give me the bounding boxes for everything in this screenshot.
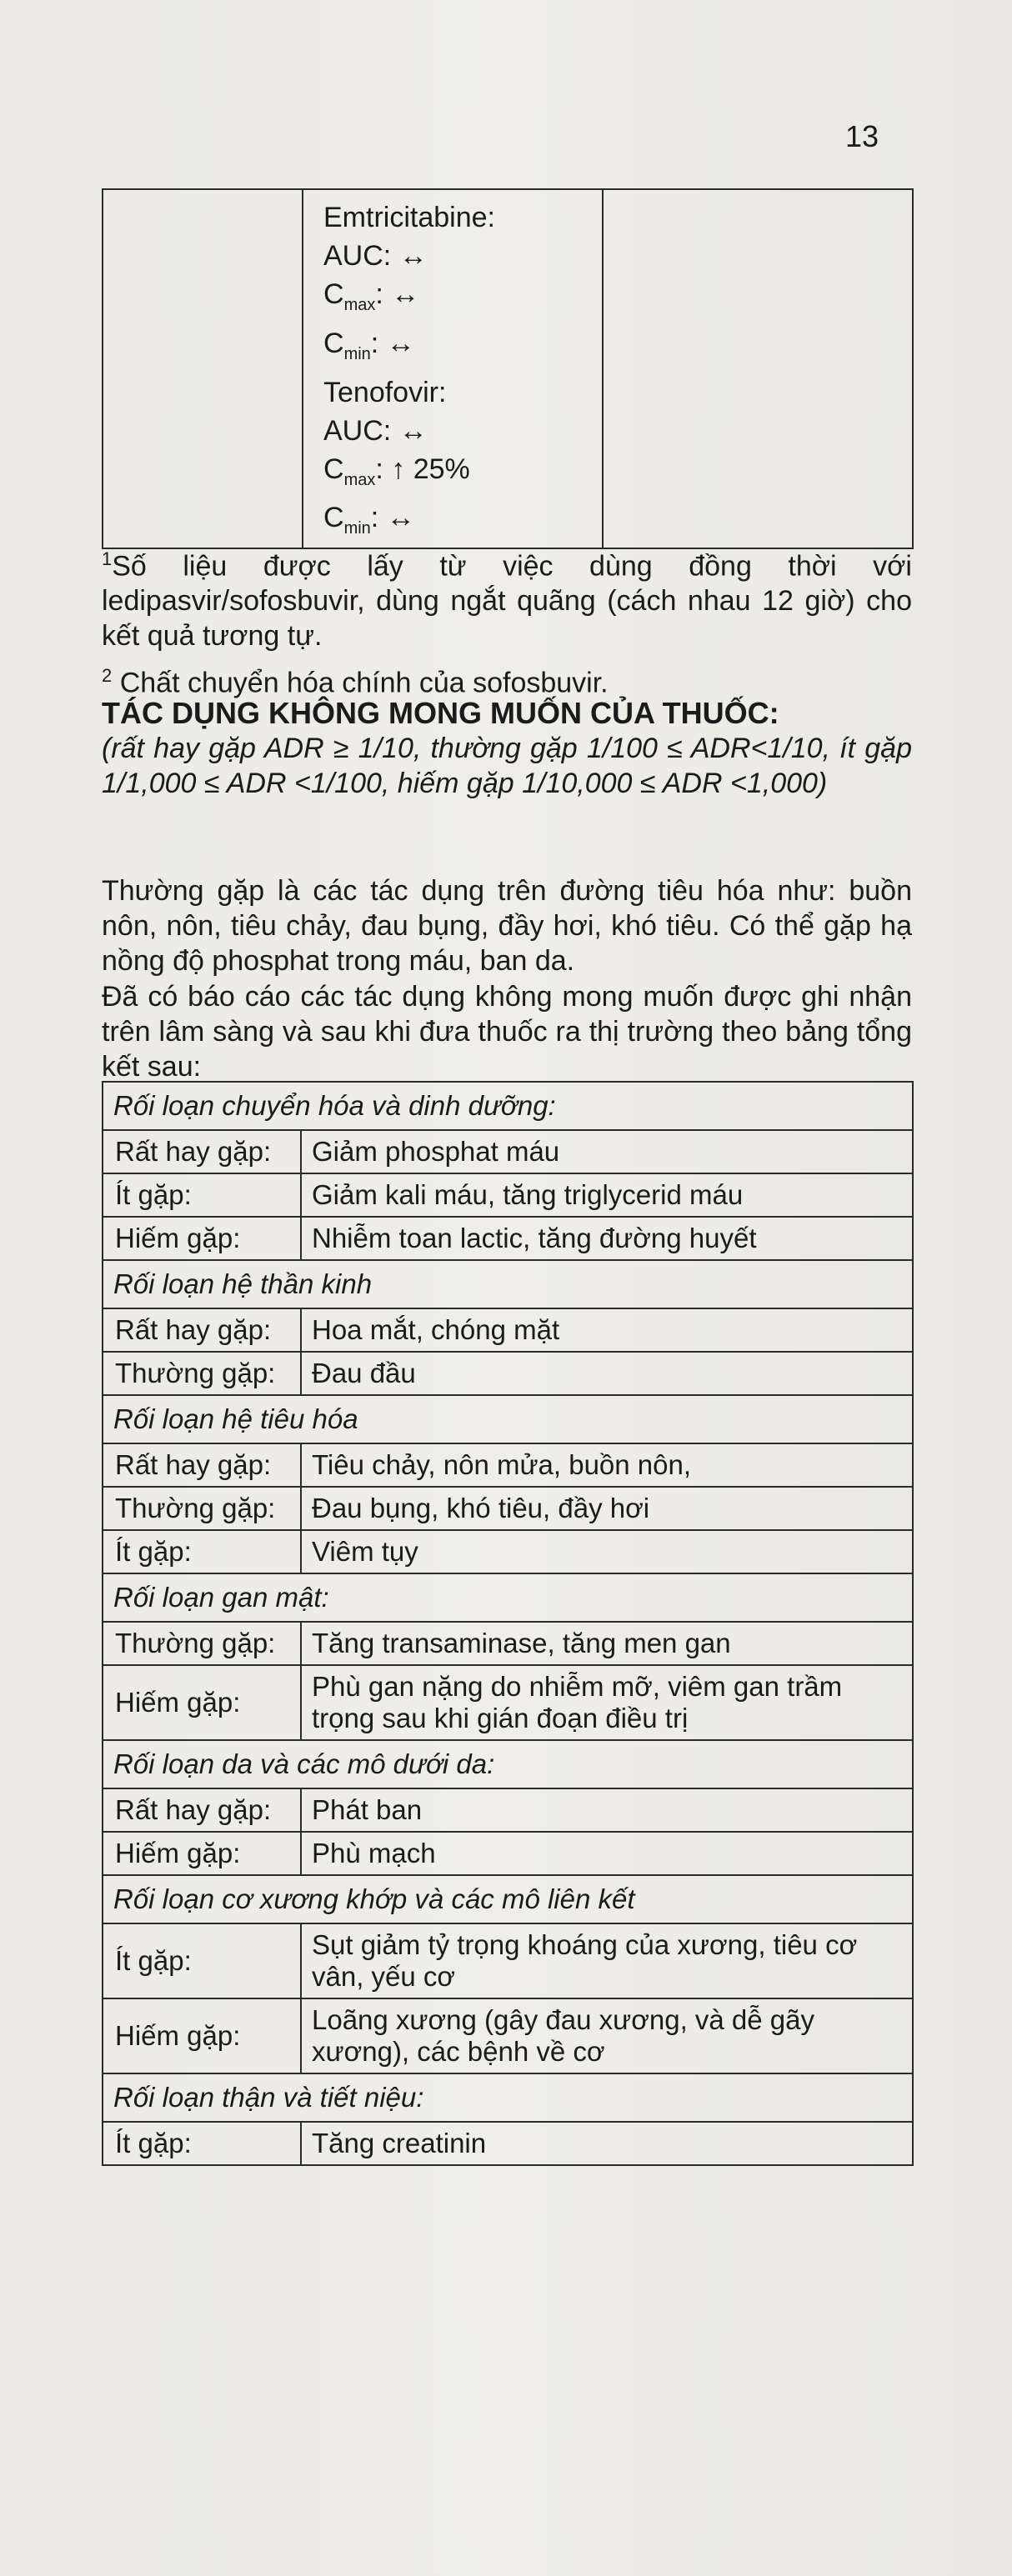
table-cell-empty [603,189,913,548]
table-row [103,1622,913,1665]
pk-base: C [323,453,344,485]
pk-base: C [323,327,344,359]
effect-cell: Phù mạch [301,1832,913,1875]
system-organ-class: Rối loạn thận và tiết niệu: [103,2073,913,2122]
frequency-cell: Ít gặp: [103,1530,301,1573]
pk-value: ↔ [398,414,428,447]
pk-sub: max [343,470,376,489]
table-row [103,1443,913,1487]
adverse-reactions-table [102,1081,914,2166]
frequency-cell: Ít gặp: [103,1923,301,1998]
pk-base: C [323,502,344,534]
frequency-cell: Hiếm gặp: [103,1665,301,1740]
pk-line [323,498,602,548]
pk-base: C [323,278,344,310]
frequency-cell: Thường gặp: [103,1352,301,1395]
effect-cell: Phát ban [301,1788,913,1832]
effect-cell: Đau đầu [301,1352,913,1395]
system-organ-class: Rối loạn gan mật: [103,1573,913,1622]
table-group-row [103,2073,913,2122]
pk-line [323,275,602,324]
effect-cell: Tiêu chảy, nôn mửa, buồn nôn, [301,1443,913,1487]
table-row [103,1832,913,1875]
pk-label: AUC: [323,414,399,447]
effect-cell: Tăng creatinin [301,2122,913,2165]
system-organ-class: Rối loạn hệ thần kinh [103,1260,913,1308]
effect-cell: Sụt giảm tỷ trọng khoáng của xương, tiêu cơ vân, yếu cơ [301,1923,913,1998]
effect-cell: Loãng xương (gây đau xương, và dễ gãy xương), các bệnh về cơ [301,1998,913,2073]
pk-line [323,412,602,450]
pk-label: Emtricitabine: [323,202,495,233]
table-row [103,1217,913,1260]
pk-sub: min [343,344,371,363]
pk-value: : ↑ 25% [375,453,470,485]
pk-line [323,237,602,275]
footnote-mark: 2 [102,665,113,686]
table-row [103,189,913,548]
footnote-text: Số liệu được lấy từ việc dùng đồng thời với ledipasvir/sofosbuvir, dùng ngắt quãng (cách nhau 12 giờ) cho kết quả tương tự. [102,550,912,653]
effect-cell: Giảm kali máu, tăng triglycerid máu [301,1173,913,1217]
system-organ-class: Rối loạn hệ tiêu hóa [103,1395,913,1443]
table-row [103,1665,913,1740]
effect-cell: Hoa mắt, chóng mặt [301,1308,913,1352]
frequency-cell: Ít gặp: [103,2122,301,2165]
paragraph: Thường gặp là các tác dụng trên đường tiêu hóa như: buồn nôn, nôn, tiêu chảy, đau bụng, đầy hơi, khó tiêu. Có thể gặp hạ nồng độ phosphat trong máu, ban da. [102,875,912,977]
system-organ-class: Rối loạn da và các mô dưới da: [103,1740,913,1788]
pk-sub: max [343,295,376,314]
system-organ-class: Rối loạn cơ xương khớp và các mô liên kết [103,1875,913,1923]
frequency-cell: Ít gặp: [103,1173,301,1217]
table-row [103,1352,913,1395]
frequency-cell: Rất hay gặp: [103,1443,301,1487]
frequency-cell: Rất hay gặp: [103,1130,301,1173]
interaction-table-fragment [102,188,914,549]
footnote-mark: 1 [102,548,113,569]
pk-label: AUC: [323,240,399,272]
footnote-text: Chất chuyển hóa chính của sofosbuvir. [112,667,609,699]
frequency-cell: Hiếm gặp: [103,1998,301,2073]
pk-value: ↔ [398,240,428,272]
effect-cell: Tăng transaminase, tăng men gan [301,1622,913,1665]
frequency-cell: Hiếm gặp: [103,1217,301,1260]
frequency-cell: Hiếm gặp: [103,1832,301,1875]
table-row [103,1923,913,1998]
paragraph: Đã có báo cáo các tác dụng không mong muốn được ghi nhận trên lâm sàng và sau khi đưa thuốc ra thị trường theo bảng tổng kết sau: [102,981,912,1083]
pk-sub: min [343,519,371,538]
table-group-row [103,1740,913,1788]
table-group-row [103,1875,913,1923]
pk-line [323,450,602,499]
table-row [103,1530,913,1573]
section-heading: TÁC DỤNG KHÔNG MONG MUỐN CỦA THUỐC: [102,696,779,730]
effect-cell: Viêm tụy [301,1530,913,1573]
pk-value: : ↔ [370,502,415,534]
pk-value: : ↔ [375,278,420,310]
table-cell-empty [103,189,303,548]
table-row [103,1308,913,1352]
pk-label: Tenofovir: [323,376,447,408]
system-organ-class: Rối loạn chuyển hóa và dinh dưỡng: [103,1082,913,1130]
table-row [103,1788,913,1832]
pk-line [323,198,602,237]
table-row [103,1487,913,1530]
table-group-row [103,1573,913,1622]
effect-cell: Giảm phosphat máu [301,1130,913,1173]
table-group-row [103,1260,913,1308]
table-group-row [103,1082,913,1130]
frequency-cell: Rất hay gặp: [103,1308,301,1352]
footnote-2 [102,658,912,700]
table-row [103,1998,913,2073]
frequency-cell: Thường gặp: [103,1622,301,1665]
pk-line [323,324,602,373]
pk-values-cell [303,189,603,548]
frequency-definition: (rất hay gặp ADR ≥ 1/10, thường gặp 1/100 ≤ ADR<1/10, ít gặp 1/1,000 ≤ ADR <1/100, hiếm gặp 1/10,000 ≤ ADR <1,000) [102,733,912,799]
effect-cell: Nhiễm toan lactic, tăng đường huyết [301,1217,913,1260]
footnote-1 [102,542,912,653]
table-row [103,2122,913,2165]
table-row [103,1173,913,1217]
effect-cell: Phù gan nặng do nhiễm mỡ, viêm gan trầm trọng sau khi gián đoạn điều trị [301,1665,913,1740]
frequency-cell: Rất hay gặp: [103,1788,301,1832]
frequency-cell: Thường gặp: [103,1487,301,1530]
pk-value: : ↔ [370,327,415,359]
table-group-row [103,1395,913,1443]
pk-line [323,373,602,412]
page-number: 13 [845,119,879,153]
table-row [103,1130,913,1173]
effect-cell: Đau bụng, khó tiêu, đầy hơi [301,1487,913,1530]
